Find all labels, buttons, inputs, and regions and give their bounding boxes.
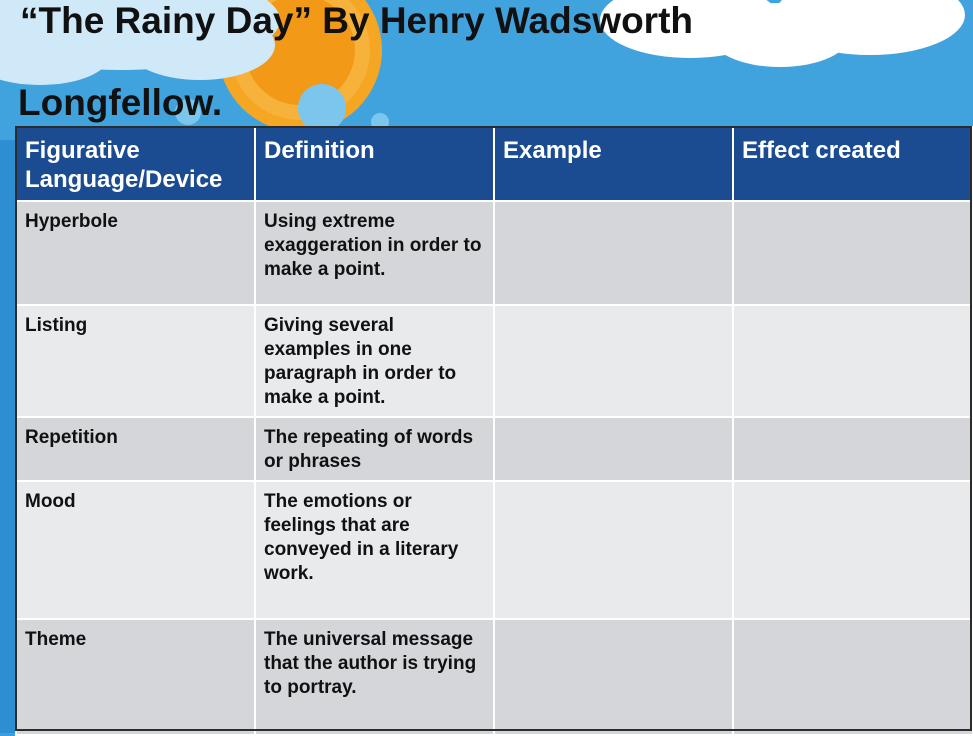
table-header-row [16, 127, 973, 201]
definition-cell: The universal message that the author is trying to portray. [255, 619, 494, 735]
effect-cell[interactable] [733, 201, 973, 305]
device-cell: Repetition [16, 417, 255, 481]
example-cell[interactable] [494, 305, 733, 417]
effect-cell[interactable] [733, 619, 973, 735]
table-row [16, 417, 973, 481]
device-cell: Hyperbole [16, 201, 255, 305]
header-device: Figurative Language/Device [16, 127, 255, 201]
definition-cell: The repeating of words or phrases [255, 417, 494, 481]
effect-cell[interactable] [733, 417, 973, 481]
table-row [16, 619, 973, 735]
header-example: Example [494, 127, 733, 201]
device-cell: Listing [16, 305, 255, 417]
example-cell[interactable] [494, 619, 733, 735]
table-row [16, 305, 973, 417]
example-cell[interactable] [494, 481, 733, 619]
device-cell: Mood [16, 481, 255, 619]
figurative-language-table [15, 126, 972, 731]
header-effect: Effect created [733, 127, 973, 201]
definition-cell: The emotions or feelings that are conveyed in a literary work. [255, 481, 494, 619]
example-cell[interactable] [494, 201, 733, 305]
definition-cell: Giving several examples in one paragraph in order to make a point. [255, 305, 494, 417]
effect-cell[interactable] [733, 305, 973, 417]
example-cell[interactable] [494, 417, 733, 481]
header-definition: Definition [255, 127, 494, 201]
device-cell: Theme [16, 619, 255, 735]
device-table [15, 126, 973, 736]
effect-cell[interactable] [733, 481, 973, 619]
slide-title-line1: “The Rainy Day” By Henry Wadsworth [20, 0, 693, 41]
definition-cell: Using extreme exaggeration in order to make a point. [255, 201, 494, 305]
slide-title-line2: Longfellow. [18, 82, 223, 123]
table-row [16, 201, 973, 305]
table-row [16, 481, 973, 619]
